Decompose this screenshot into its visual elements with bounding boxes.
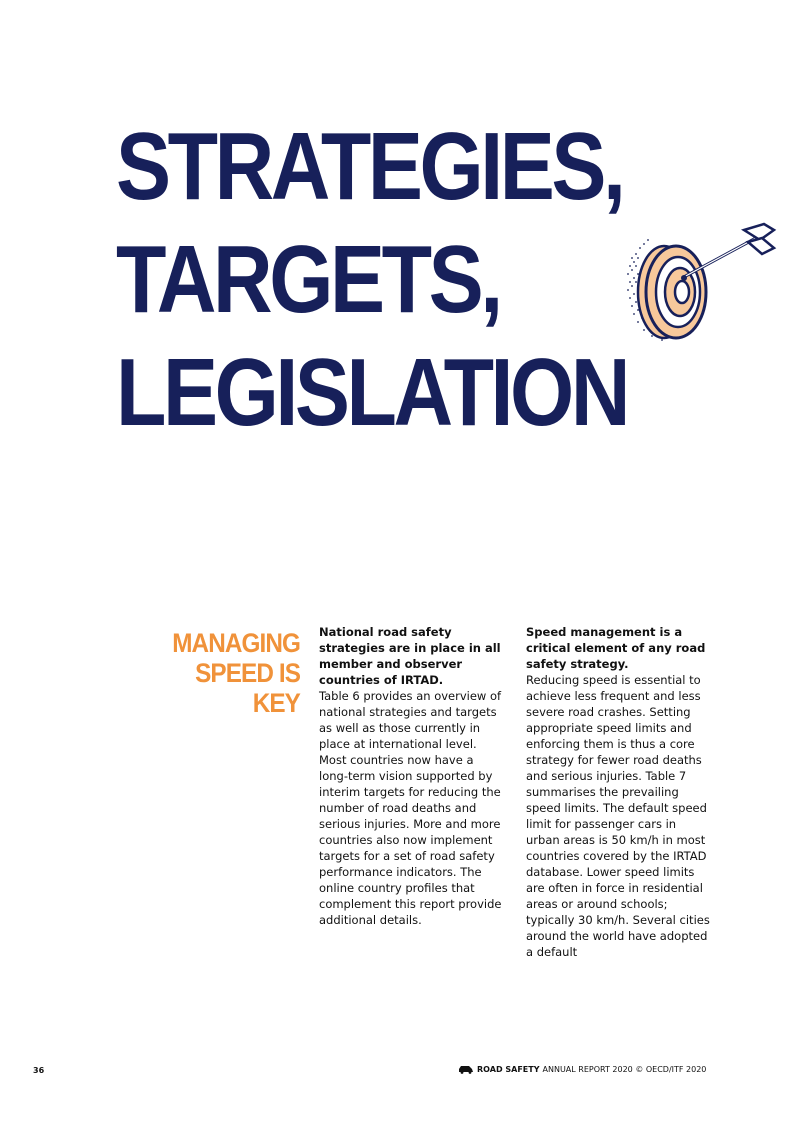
dartboard-target-with-arrow-icon (622, 218, 782, 358)
column-2-lead: Speed management is a critical element of any road safety strategy. (526, 625, 706, 671)
title-line-3: LEGISLATION (116, 339, 628, 446)
section-heading-line-3: KEY (252, 688, 300, 718)
car-icon (458, 1064, 474, 1074)
publication-details: ANNUAL REPORT 2020 © OECD/ITF 2020 (542, 1064, 707, 1074)
column-1-lead: National road safety strategies are in place in all member and observer countries of IRTAD. (319, 625, 501, 687)
publication-name: ROAD SAFETY (477, 1064, 540, 1074)
text-column-2 (526, 624, 712, 960)
text-column-1 (319, 624, 505, 928)
title-line-1: STRATEGIES, (116, 113, 623, 220)
running-footer (458, 1064, 706, 1074)
section-heading-line-2: SPEED IS (195, 658, 300, 688)
page-number: 36 (33, 1066, 45, 1075)
column-1-body: Table 6 provides an overview of national strategies and targets as well as those currently in place at international level. Most countries now have a long-term vision supported by interim targets for reducing the number of road deaths and serious injuries. More and more countries also now implement targets for a set of road safety performance indicators. The online country profiles that complement this report provide additional details. (319, 689, 502, 927)
section-heading (165, 628, 300, 718)
title-line-2: TARGETS, (116, 226, 500, 333)
column-2-body: Reducing speed is essential to achieve less frequent and less severe road crashes. Setting appropriate speed limits and enforcing them is thus a core strategy for fewer road deaths and serious injuries. Table 7 summarises the prevailing speed limits. The default speed limit for passenger cars in urban areas is 50 km/h in most countries covered by the IRTAD database. Lower speed limits are often in force in residential areas or around schools; typically 30 km/h. Several cities around the world have adopted a default (526, 673, 710, 959)
page-title (116, 110, 692, 449)
section-heading-line-1: MANAGING (172, 628, 300, 658)
